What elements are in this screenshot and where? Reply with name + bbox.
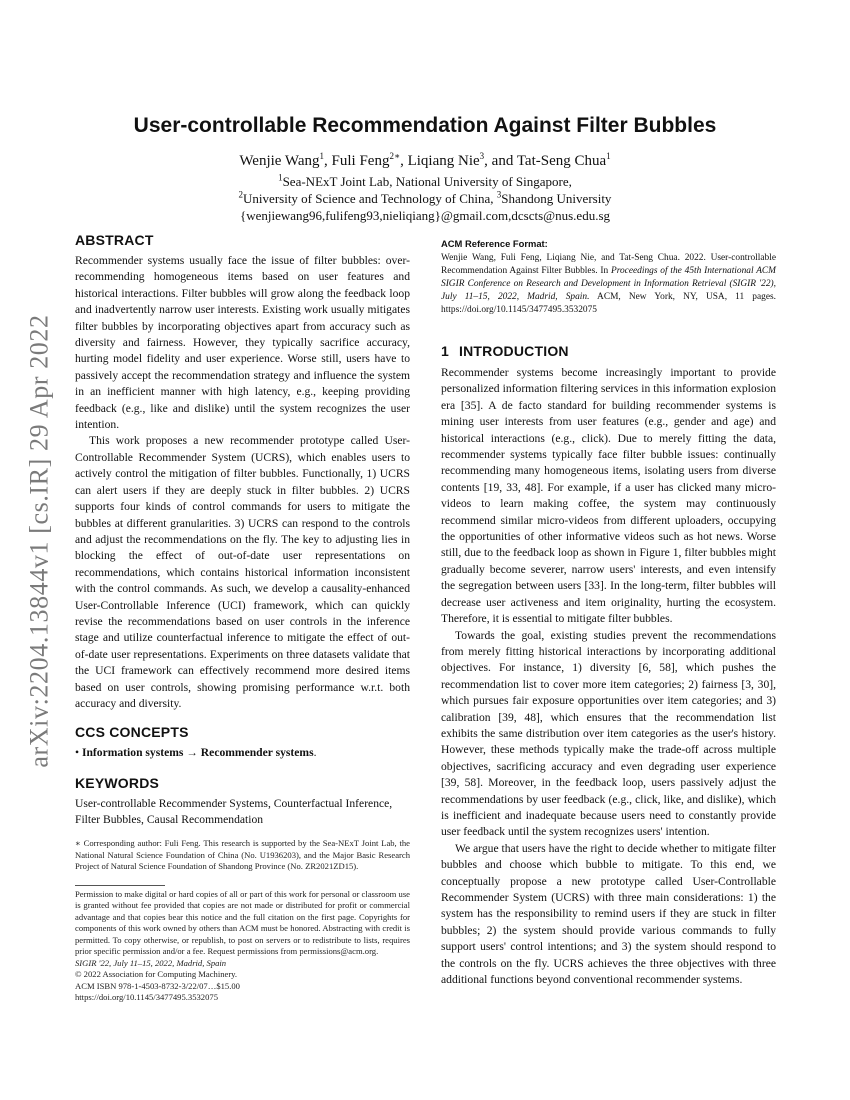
doi-link[interactable]: https://doi.org/10.1145/3477495.3532075	[75, 992, 218, 1003]
bullet: •	[75, 746, 80, 760]
arxiv-identifier[interactable]: arXiv:2204.13844v1 [cs.IR] 29 Apr 2022	[25, 314, 55, 768]
reference-text: ACM, New York, NY, USA, 11 pages. https://doi.org/10.1145/3477495.3532075	[441, 292, 776, 315]
author-emails: {wenjiewang96,fulifeng93,nieliqiang}@gmail.com,dcscts@nus.edu.sg	[239, 208, 611, 223]
author-affiliation-marker: 2∗	[389, 151, 401, 161]
author-affiliation-marker: 3	[479, 151, 485, 161]
keywords-text: User-controllable Recommender Systems, Counterfactual Inference, Filter Bubbles, Causal Recommendation	[75, 797, 393, 827]
introduction-paragraph-2: Towards the goal, existing studies prevent the recommendations from merely fitting historical interactions by incorporating additional objectives. For instance, 1) diversity [6, 58], which pushes the recommendation list to cover more item categories; 2) fairness [3, 30], which pursues fair exposure opportunities over item categories; and 3) calibration [39, 48], which ensures that the recommendation list exhibits the same distribution over item categories as the user's history. However, these methods typically make the trade-off across multiple objectives, sacrificing accuracy and even degrading user experience [39, 58]. Moreover, in the feedback loop, users passively adjust the recommendations by user feedback (e.g., click, like, and dislike), which is inefficient and inadequate because users need to constantly provide user feedback until the system recognizes users' intention.	[441, 628, 776, 839]
abstract-heading: ABSTRACT	[75, 232, 154, 248]
affiliation-marker: 1	[278, 172, 283, 183]
introduction-paragraph-3: We argue that users have the right to decide whether to mitigate filter bubbles and choose which bubble to mitigate. To this end, we conceptually propose a new prototype called User-Controllable Recommender System (UCRS) with three main considerations: 1) the system has the responsibility to remind users if they are stuck in filter bubbles; 2) the system should provide various commands to fully support users' control intentions; and 3) the system should respond to the controls on the fly. UCRS achieves the three objectives with three additional functions beyond conventional recommender systems.	[441, 841, 776, 987]
author-affiliation-marker: 1	[606, 151, 611, 161]
author-separator: ,	[324, 153, 332, 169]
paper-title: User-controllable Recommendation Against Filter Bubbles	[133, 114, 717, 137]
affiliation-text: University of Science and Technology of China,	[243, 191, 497, 206]
left-column	[75, 232, 410, 1004]
author-name: Wenjie Wang	[239, 153, 320, 169]
right-column	[441, 238, 776, 988]
corresponding-author-footnote: ∗ Corresponding author: Fuli Feng. This research is supported by the Sea-NExT Joint Lab, the National Natural Science Foundation of China (No. U1936203), and the Major Basic Research Project of Natural Science Foundation of Shandong Province (No. ZR2021ZD15).	[75, 838, 410, 872]
author-name: Fuli Feng	[331, 153, 390, 169]
author-list	[75, 152, 775, 170]
introduction-heading	[441, 343, 776, 359]
copyright-line: © 2022 Association for Computing Machinery.	[75, 969, 238, 980]
keywords-heading: KEYWORDS	[75, 775, 160, 792]
ccs-item-text: Information systems → Recommender systems	[81, 746, 314, 760]
ccs-concepts-item	[75, 745, 410, 761]
author-name: Tat-Seng Chua	[516, 153, 607, 169]
ccs-concepts-heading: CCS CONCEPTS	[75, 724, 189, 741]
introduction-paragraph-1: Recommender systems become increasingly important to provide personalized information filtering services in this information explosion era [35]. A de facto standard for building recommender systems is mining user interests from user features (e.g., gender and age) and historical interactions (e.g., click). Due to merely fitting the data, recommender systems typically face filter bubble issues: continually recommending many homogeneous items, isolating users from diverse contents [19, 33, 48]. For example, if a user has clicked many micro-videos to learn making coffee, the system may continuously recommend similar micro-videos from different uploaders, occupying the opportunities of other informative videos such as hot news. Worse still, due to the feedback loop as shown in Figure 1, filter bubbles might gradually become severer, narrow users' interests, and even intensify the segregation between users [33]. In the long-term, filter bubbles will decrease user activeness and item originality, hurting the ecosystem. Therefore, it is essential to mitigate filter bubbles.	[441, 366, 776, 626]
permission-text: Permission to make digital or hard copies of all or part of this work for personal or classroom use is granted without fee provided that copies are not made or distributed for profit or commercial advantage and that copies bear this notice and the full citation on the first page. Copyrights for components of this work owned by others than ACM must be honored. Abstracting with credit is permitted. To copy otherwise, or republish, to post on servers or to redistribute to lists, requires prior specific permission and/or a fee. Request permissions from permissions@acm.org.	[75, 888, 410, 957]
arxiv-sidebar-stamp	[22, 292, 58, 790]
permission-block	[75, 885, 410, 1004]
abstract-paragraph-1: Recommender systems usually face the issue of filter bubbles: over-recommending homogeneous items based on user features and historical interactions. Filter bubbles will grow along the feedback loop and inadvertently narrow user interests. Existing work usually mitigates filter bubbles by incorporating objectives apart from accuracy such as diversity and fairness. However, they typically sacrifice accuracy, hurting model fidelity and user experience. Worse still, users have to passively accept the recommendation strategy and influence the system in an inefficient manner with high latency, e.g., keeping providing feedback (e.g., like and dislike) until the system recognizes the user intention.	[75, 254, 410, 432]
author-separator: ,	[400, 153, 408, 169]
author-name: Liqiang Nie	[407, 153, 480, 169]
affiliations	[75, 173, 775, 224]
affiliation-text: Sea-NExT Joint Lab, National University of Singapore,	[282, 174, 572, 189]
author-affiliation-marker: 1	[319, 151, 325, 161]
affiliation-marker: 3	[496, 189, 502, 200]
author-separator: , and	[484, 153, 517, 169]
period: .	[313, 746, 317, 760]
section-title: INTRODUCTION	[459, 343, 569, 359]
affiliation-line-2	[75, 190, 775, 207]
acm-reference-heading: ACM Reference Format:	[441, 238, 548, 249]
acm-reference-text	[441, 252, 776, 317]
affiliation-marker: 2	[238, 189, 244, 200]
reference-venue: Proceedings of the 45th International ACM SIGIR Conference on Research and Development in Information Retrieval (SIGIR '22), July 11–15, 2022, Madrid, Spain.	[441, 266, 776, 302]
affiliation-line-1	[75, 173, 775, 190]
venue-line: SIGIR '22, July 11–15, 2022, Madrid, Spain	[75, 957, 227, 968]
footnote-rule	[75, 885, 165, 886]
abstract-paragraph-2: This work proposes a new recommender prototype called User-Controllable Recommender System (UCRS), which enables users to actively control the mitigation of filter bubbles. Functionally, 1) UCRS can alert users if they are deeply stuck in filter bubbles. 2) UCRS supports four kinds of control commands for users to mitigate the bubbles at different granularities. 3) UCRS can respond to the controls and adjust the recommendations on the fly. The key to adjusting lies in blocking the effect of out-of-date user representations on recommendations, which contains historical information inconsistent with the control commands. As such, we develop a causality-enhanced User-Controllable Inference (UCI) framework, which can quickly revise the recommendations based on user controls in the inference stage and utilize counterfactual inference to mitigate the effect of out-of-date user representations. Experiments on three datasets validate that the UCI framework can effectively recommend more desired items based on user controls, showing promising performance w.r.t. both accuracy and diversity.	[75, 434, 410, 710]
reference-text: Wenjie Wang, Fuli Feng, Liqiang Nie, and Tat-Seng Chua. 2022. User-controllable Recommendation Against Filter Bubbles. In	[441, 253, 776, 276]
isbn-line: ACM ISBN 978-1-4503-8732-3/22/07…$15.00	[75, 980, 240, 991]
section-number: 1	[441, 343, 449, 359]
affiliation-text: Shandong University	[501, 191, 612, 206]
